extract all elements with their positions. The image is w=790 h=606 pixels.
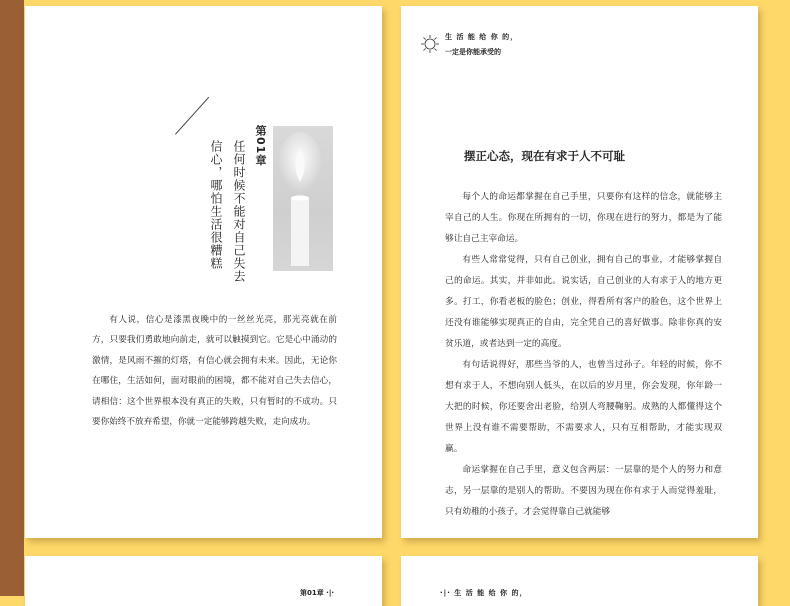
paragraph: 有些人常常觉得，只有自己创业，拥有自己的事业，才能够掌握自己的命运。其实，并非如此。说实话，自己创业的人有求于人的地方更多。打工，你看老板的脸色；创业，得看所有客户的脸色，这个世界上还没有谁能够实现真正的自由，完全凭自己的喜好做事。除非你真的安贫乐道，或者达到一定的高度。 [445,255,722,349]
running-header-line2: 一定是你能承受的 [445,48,501,56]
paragraph: 每个人的命运都掌握在自己手里，只要你有这样的信念，就能够主宰自己的人生。你现在所拥有的一切，你现在进行的努力，都是为了能够让自己主宰命运。 [445,192,722,244]
chapter-intro-paragraph: 有人说，信心是漆黑夜晚中的一丝丝光亮，那光亮就在前方，只要我们勇敢地向前走，就可以触摸到它。它是心中涌动的激情，是风雨不摧的灯塔，有信心就会拥有未来。因此，无论你在哪住，生活如何，面对眼前的困境，都不能对自己失去信心，请相信：这个世界根本没有真正的失败，只有暂时的不成功。只要你始终不放弃希望，你就一定能够跨越失败，走向成功。 [92,315,337,428]
bottom-right-header: ·|· 生 活 能 给 你 的， [440,589,528,597]
paragraph: 有句话说得好，那些当爷的人，也曾当过孙子。年轻的时候，你不想有求于人，不想向别人低头，在以后的岁月里，你会发现，你年龄一大把的时候，你还要舍出老脸，给别人弯腰鞠躬。成熟的人都懂得这个世界上没有谁不需要帮助，不需要求人，只有互相帮助，才能实现双赢。 [445,360,722,454]
candle-image [273,126,333,271]
paragraph: 命运掌握在自己手里，意义包含两层：一层靠的是个人的努力和意志，另一层靠的是别人的帮助。不要因为现在你有求于人而觉得羞耻，只有幼稚的小孩子，才会觉得靠自己就能够 [445,465,722,517]
section-title: 摆正心态，现在有求于人不可耻 [464,149,625,163]
bottom-right-page [401,556,758,606]
chapter-subtitle: 信心，哪怕生活很糟糕 [209,140,223,270]
bottom-left-page [25,556,382,606]
body-text [445,187,722,523]
candle-icon [273,126,333,271]
bottom-left-footer: 第01章 ·|· [300,589,335,597]
sun-icon [420,34,440,54]
left-page [25,6,382,538]
background-edge [0,0,24,596]
chapter-title: 任何时候不能对自己失去 [232,140,246,283]
chapter-label: 第01章 [254,125,267,167]
running-header-line1: 生 活 能 给 你 的， [445,33,519,41]
